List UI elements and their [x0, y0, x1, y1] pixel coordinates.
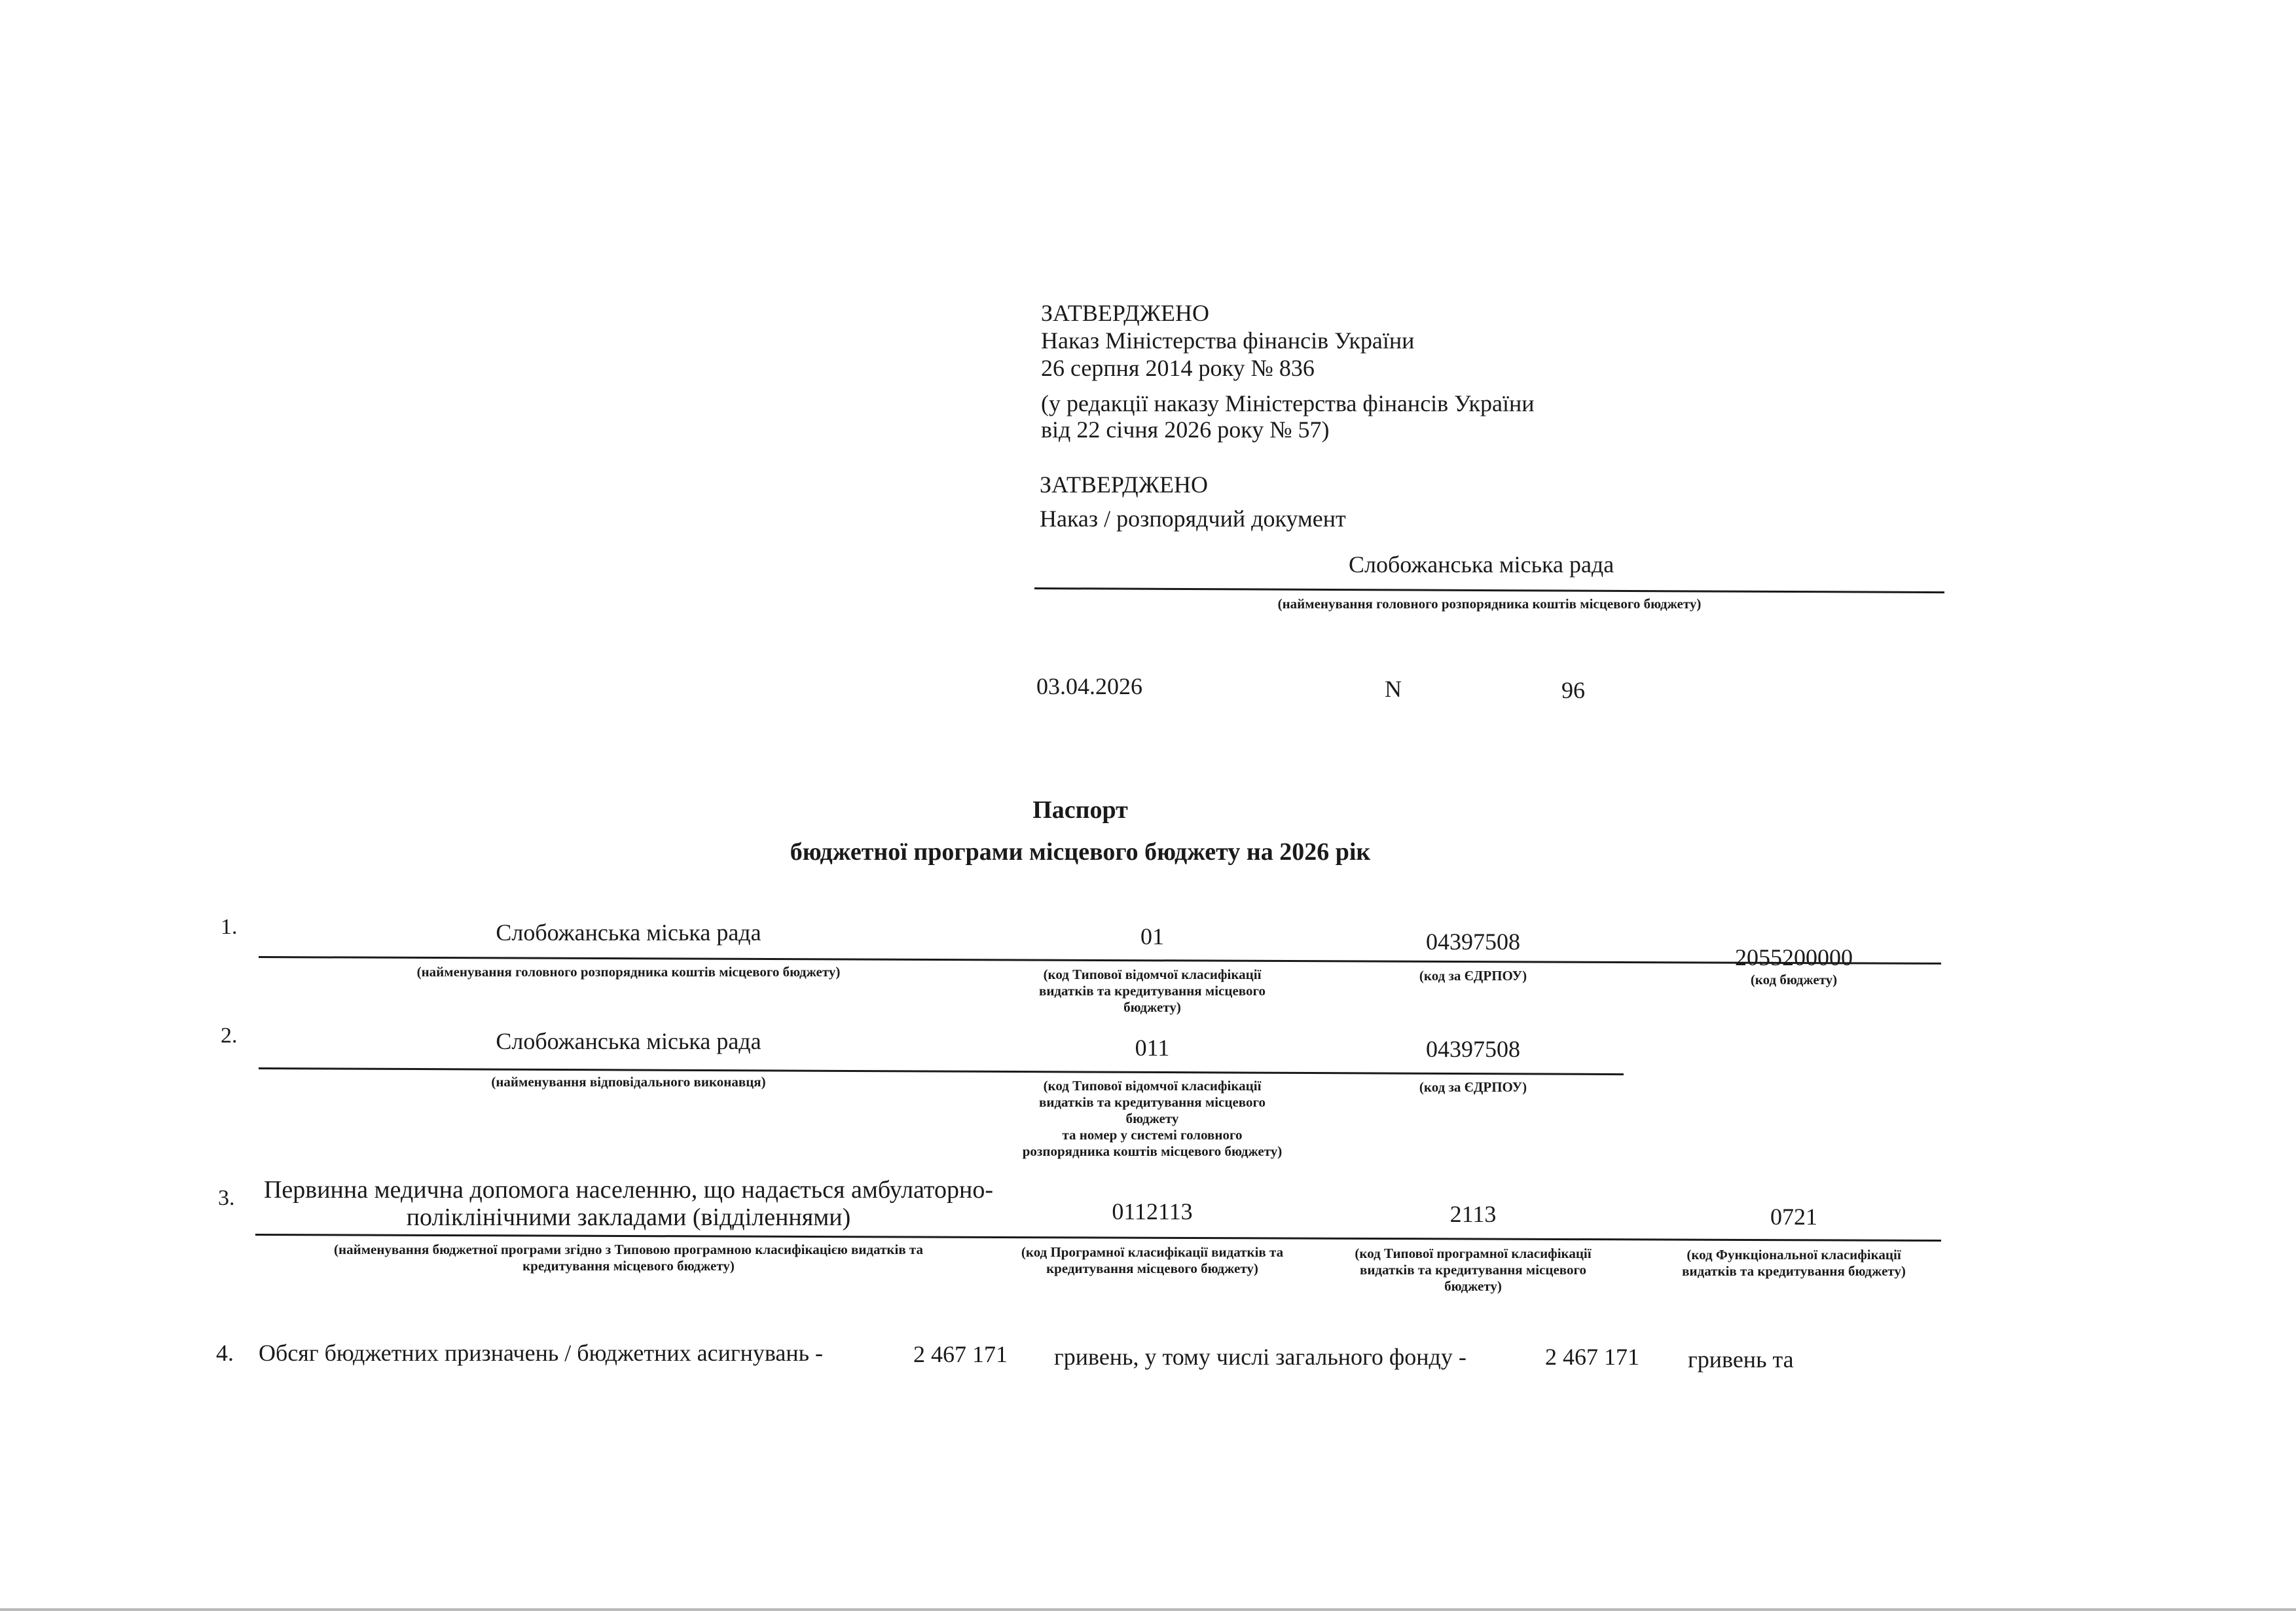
row4-text-2: гривень, у тому числі загального фонду - — [1054, 1344, 1467, 1370]
approval2-organization: Слобожанська міська рада — [1349, 551, 1614, 578]
row1-budget-code: 2055200000 — [1735, 944, 1853, 970]
row2-code-caption-4: та номер у системі головного — [1062, 1127, 1243, 1143]
row3-functional-code-caption-1: (код Функціональної класифікації — [1686, 1247, 1901, 1263]
row2-name-caption: (найменування відповідального виконавця) — [491, 1074, 766, 1090]
row2-number: 2. — [221, 1024, 238, 1048]
approval2-caption: (найменування головного розпорядника коштів місцевого бюджету) — [1277, 596, 1702, 612]
row3-functional-code-caption-2: видатків та кредитування бюджету) — [1682, 1263, 1906, 1279]
row4-amount-general: 2 467 171 — [1545, 1344, 1639, 1370]
approval-edition: (у редакції наказу Міністерства фінансів України — [1041, 390, 1535, 416]
row4-amount-total: 2 467 171 — [913, 1341, 1008, 1367]
row3-program-code-caption-2: кредитування місцевого бюджету) — [1046, 1261, 1258, 1276]
row3-typical-code-caption-3: бюджету) — [1444, 1278, 1502, 1294]
row4-text-3: гривень та — [1688, 1346, 1794, 1373]
row3-program-code-caption-1: (код Програмної класифікації видатків та — [1021, 1244, 1284, 1260]
approval2-underline — [1034, 587, 1944, 593]
row3-typical-code-caption-1: (код Типової програмної класифікації — [1355, 1246, 1592, 1261]
scan-bottom-edge — [0, 1608, 2296, 1611]
row3-typical-code-caption-2: видатків та кредитування місцевого — [1359, 1262, 1586, 1278]
document-title: Паспорт — [1032, 796, 1128, 824]
row2-code: 011 — [1135, 1035, 1170, 1061]
row1-code: 01 — [1140, 923, 1164, 950]
row3-name-line2: поліклінічними закладами (відділеннями) — [406, 1204, 851, 1231]
row3-name-line1: Первинна медична допомога населенню, що надається амбулаторно- — [263, 1176, 994, 1204]
row2-edrpou: 04397508 — [1426, 1036, 1520, 1062]
document-subtitle: бюджетної програми місцевого бюджету на 2026 рік — [790, 838, 1371, 866]
row4-number: 4. — [216, 1340, 234, 1366]
approval2-subtitle: Наказ / розпорядчий документ — [1040, 506, 1346, 532]
row1-edrpou: 04397508 — [1426, 929, 1520, 955]
row3-number: 3. — [218, 1186, 235, 1210]
row2-code-caption-2: видатків та кредитування місцевого — [1038, 1094, 1266, 1110]
row3-program-code: 0112113 — [1112, 1198, 1193, 1225]
approval-order: Наказ Міністерства фінансів України — [1041, 327, 1415, 354]
row1-name-caption: (найменування головного розпорядника коштів місцевого бюджету) — [416, 964, 841, 980]
approval2-date: 03.04.2026 — [1036, 673, 1142, 699]
row2-code-caption-1: (код Типової відомчої класифікації — [1043, 1078, 1262, 1094]
row2-code-caption-3: бюджету — [1125, 1111, 1179, 1126]
row1-name: Слобожанська міська рада — [496, 919, 761, 946]
row1-code-caption-3: бюджету) — [1123, 999, 1181, 1015]
approval2-title: ЗАТВЕРДЖЕНО — [1040, 471, 1208, 498]
row2-code-caption-5: розпорядника коштів місцевого бюджету) — [1022, 1143, 1283, 1159]
row1-budget-code-caption: (код бюджету) — [1750, 972, 1838, 987]
row1-code-caption-2: видатків та кредитування місцевого — [1038, 983, 1266, 999]
approval-title: ЗАТВЕРДЖЕНО — [1041, 300, 1209, 326]
row3-name-caption-1: (найменування бюджетної програми згідно з Типовою програмною класифікацією видатків та — [334, 1242, 923, 1257]
row3-functional-code: 0721 — [1770, 1204, 1817, 1230]
row3-typical-code: 2113 — [1449, 1201, 1497, 1227]
approval-date: 26 серпня 2014 року № 836 — [1041, 355, 1315, 381]
row1-edrpou-caption: (код за ЄДРПОУ) — [1419, 968, 1527, 984]
row1-number: 1. — [221, 915, 238, 939]
approval-edition-date: від 22 січня 2026 року № 57) — [1041, 416, 1330, 443]
row2-name: Слобожанська міська рада — [496, 1028, 761, 1054]
row4-text-1: Обсяг бюджетних призначень / бюджетних асигнувань - — [259, 1340, 824, 1366]
row2-edrpou-caption: (код за ЄДРПОУ) — [1419, 1079, 1527, 1095]
row3-underline — [255, 1234, 1941, 1242]
row3-name-caption-2: кредитування місцевого бюджету) — [522, 1258, 735, 1274]
row1-code-caption-1: (код Типової відомчої класифікації — [1043, 967, 1262, 982]
approval2-number-label: N — [1385, 676, 1402, 702]
approval2-number: 96 — [1561, 677, 1585, 703]
